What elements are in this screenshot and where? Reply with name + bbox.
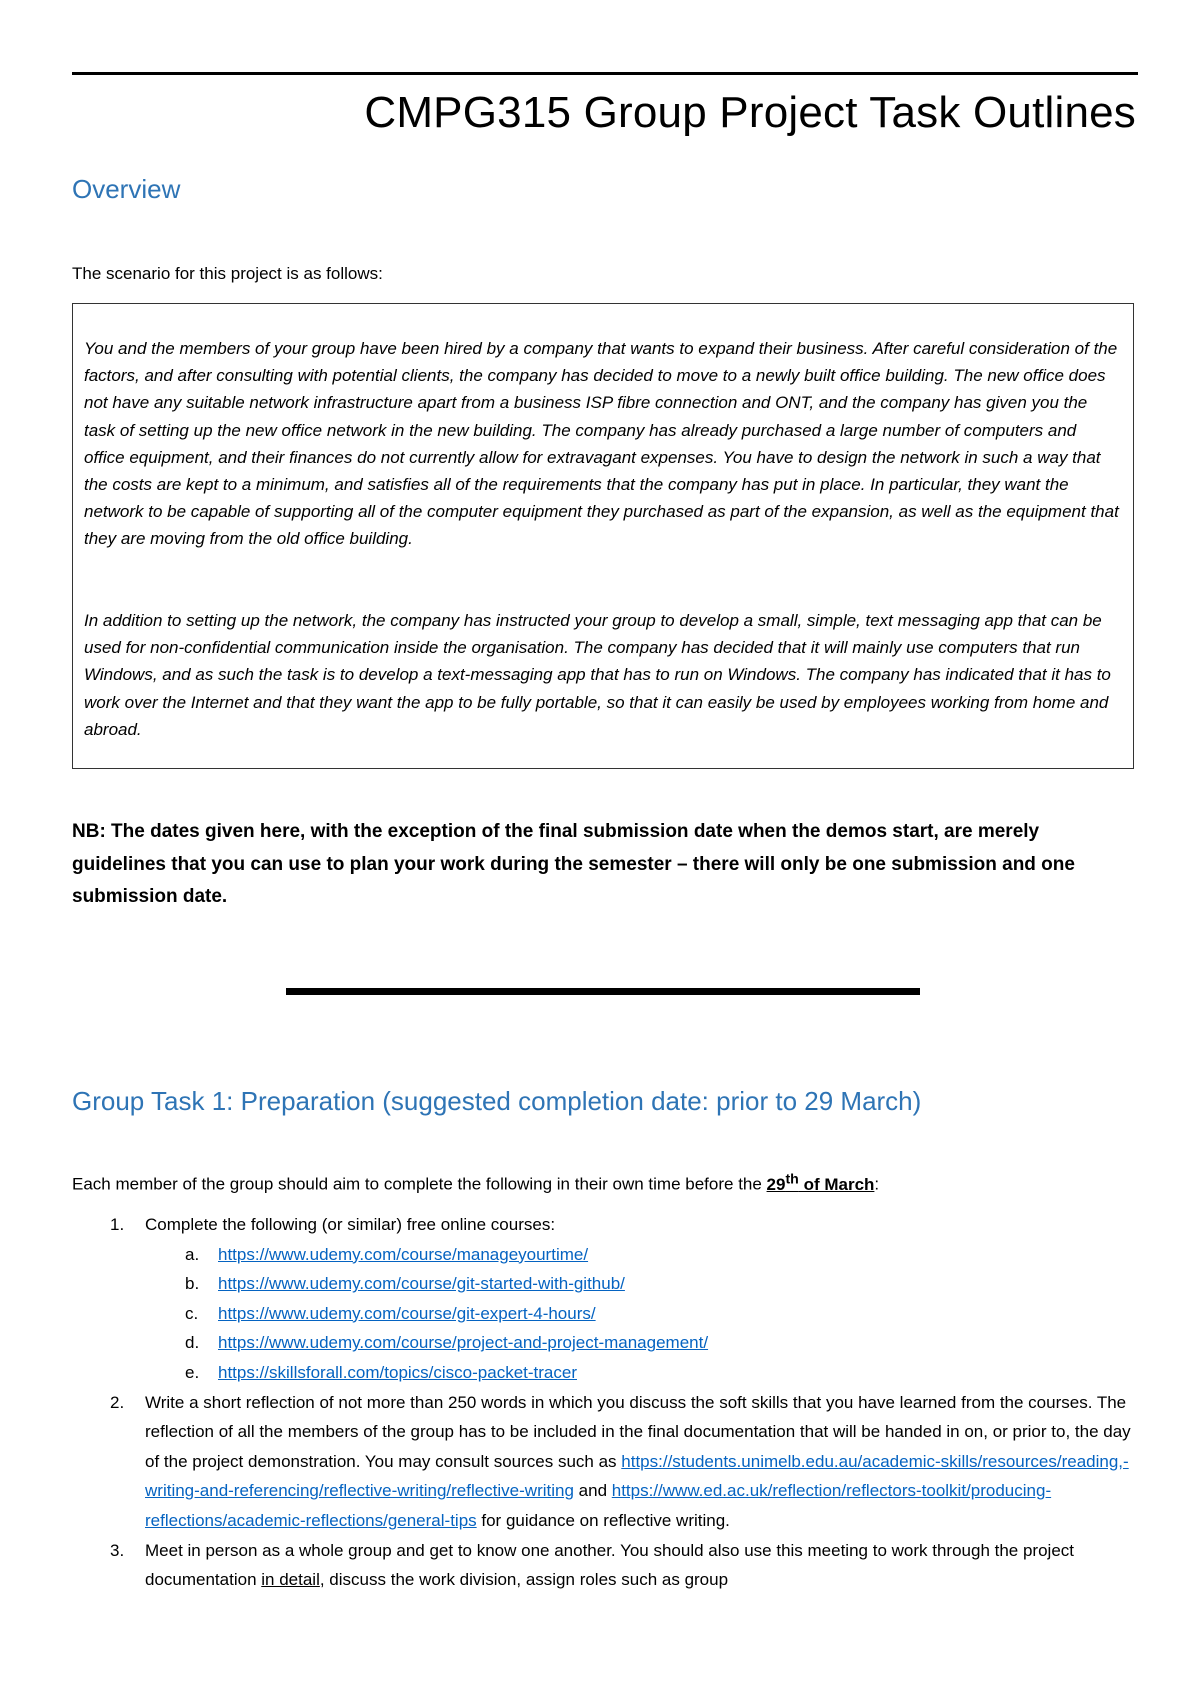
list-item-3 xyxy=(72,1536,1142,1595)
list-item-1-text: Complete the following (or similar) free online courses: xyxy=(145,1215,556,1234)
course-link-manageyourtime[interactable]: https://www.udemy.com/course/manageyourtime/ xyxy=(218,1244,589,1264)
list-item-2-number: 2. xyxy=(110,1392,125,1412)
course-link-letter-d: d. xyxy=(185,1333,200,1353)
list-item-2 xyxy=(72,1388,1142,1536)
nb-notice: NB: The dates given here, with the exception of the final submission date when the demos start, are merely guidelines that you can use to plan your work during the semester – there will only be one submission and one submission date. xyxy=(72,821,1075,907)
section-divider-rule xyxy=(286,988,920,995)
course-link-packet-tracer[interactable]: https://skillsforall.com/topics/cisco-packet-tracer xyxy=(218,1362,577,1382)
course-link-git-started[interactable]: https://www.udemy.com/course/git-started-with-github/ xyxy=(218,1274,625,1294)
course-link-letter-a: a. xyxy=(185,1244,200,1264)
task1-intro-date xyxy=(766,1171,875,1194)
list-item-2-text-after: for guidance on reflective writing. xyxy=(476,1510,730,1530)
task1-heading: Group Task 1: Preparation (suggested completion date: prior to 29 March) xyxy=(72,1086,922,1116)
course-link-letter-b: b. xyxy=(185,1274,200,1294)
course-link-item-d xyxy=(145,1328,1142,1358)
top-horizontal-rule xyxy=(72,72,1138,75)
scenario-paragraph-1: You and the members of your group have been hired by a company that wants to expand their business. After careful consideration of the factors, and after consulting with potential clients, the company has decided to move to a newly built office building. The new office does not have any suitable network infrastructure apart from a business ISP fibre connection and ONT, and the company has given you the task of setting up the new office network in the new building. The company has already purchased a large number of computers and office equipment, and their finances do not currently allow for extravagant expenses. You have to design the network in such a way that the costs are kept to a minimum, and satisfies all of the requirements that the company has put in place. In particular, they want the network to be capable of supporting all of the computer equipment they purchased as part of the expansion, as well as the equipment that they are moving from the old office building. xyxy=(84,339,1119,549)
task1-intro-prefix: Each member of the group should aim to complete the following in their own time before the xyxy=(72,1174,767,1194)
scenario-intro-text: The scenario for this project is as follows: xyxy=(72,264,383,283)
course-link-letter-e: e. xyxy=(185,1362,200,1382)
overview-heading: Overview xyxy=(72,174,181,204)
task1-intro-date-sup: th xyxy=(785,1171,799,1187)
course-link-item-c xyxy=(145,1299,1142,1329)
list-item-3-text-after: , discuss the work division, assign roles such as group xyxy=(319,1570,729,1590)
list-item-2-text-before: Write a short reflection of not more than 250 words in which you discuss the soft skills that you have learned from the courses. The reflection of all the members of the group has to be included in the final documentation that will be handed in on, or prior to, the day of the project demonstration. You may consult sources such as xyxy=(145,1392,1131,1471)
task1-intro-date-day: 29 xyxy=(766,1174,786,1194)
course-link-item-b xyxy=(145,1269,1142,1299)
list-item-3-underlined: in detail xyxy=(261,1570,320,1590)
list-item-3-number: 3. xyxy=(110,1540,125,1560)
course-links-list xyxy=(145,1240,1142,1388)
task1-list xyxy=(72,1210,1142,1595)
list-item-1-number: 1. xyxy=(110,1215,125,1234)
document-title: CMPG315 Group Project Task Outlines xyxy=(364,88,1136,137)
task1-intro-date-month: of March xyxy=(798,1174,875,1194)
course-link-git-expert[interactable]: https://www.udemy.com/course/git-expert-4-hours/ xyxy=(218,1303,596,1323)
list-item-3-text-before: Meet in person as a whole group and get to know one another. You should also use this meeting to work through the project documentation xyxy=(145,1540,1074,1590)
task1-intro-suffix: : xyxy=(874,1174,880,1194)
reflective-writing-link-unimelb[interactable]: https://students.unimelb.edu.au/academic-skills/resources/reading,-writing-and-referencing/reflective-writing/reflective-writing xyxy=(145,1451,1129,1501)
course-link-item-a xyxy=(145,1240,1142,1270)
reflective-writing-link-ed[interactable]: https://www.ed.ac.uk/reflection/reflectors-toolkit/producing-reflections/academic-reflections/general-tips xyxy=(145,1481,1052,1530)
list-item-1 xyxy=(72,1210,1142,1388)
list-item-2-text-and: and xyxy=(573,1481,612,1501)
course-link-project-management[interactable]: https://www.udemy.com/course/project-and-project-management/ xyxy=(218,1333,709,1353)
course-link-letter-c: c. xyxy=(185,1303,199,1323)
task1-intro xyxy=(72,1171,879,1195)
course-link-item-e xyxy=(145,1358,1142,1388)
scenario-paragraph-2: In addition to setting up the network, the company has instructed your group to develop a small, simple, text messaging app that can be used for non-confidential communication inside the organisation. The company has decided that it will mainly use computers that run Windows, and as such the task is to develop a text-messaging app that has to run on Windows. The company has indicated that it has to work over the Internet and that they want the app to be fully portable, so that it can easily be used by employees working from home and abroad. xyxy=(84,611,1111,739)
